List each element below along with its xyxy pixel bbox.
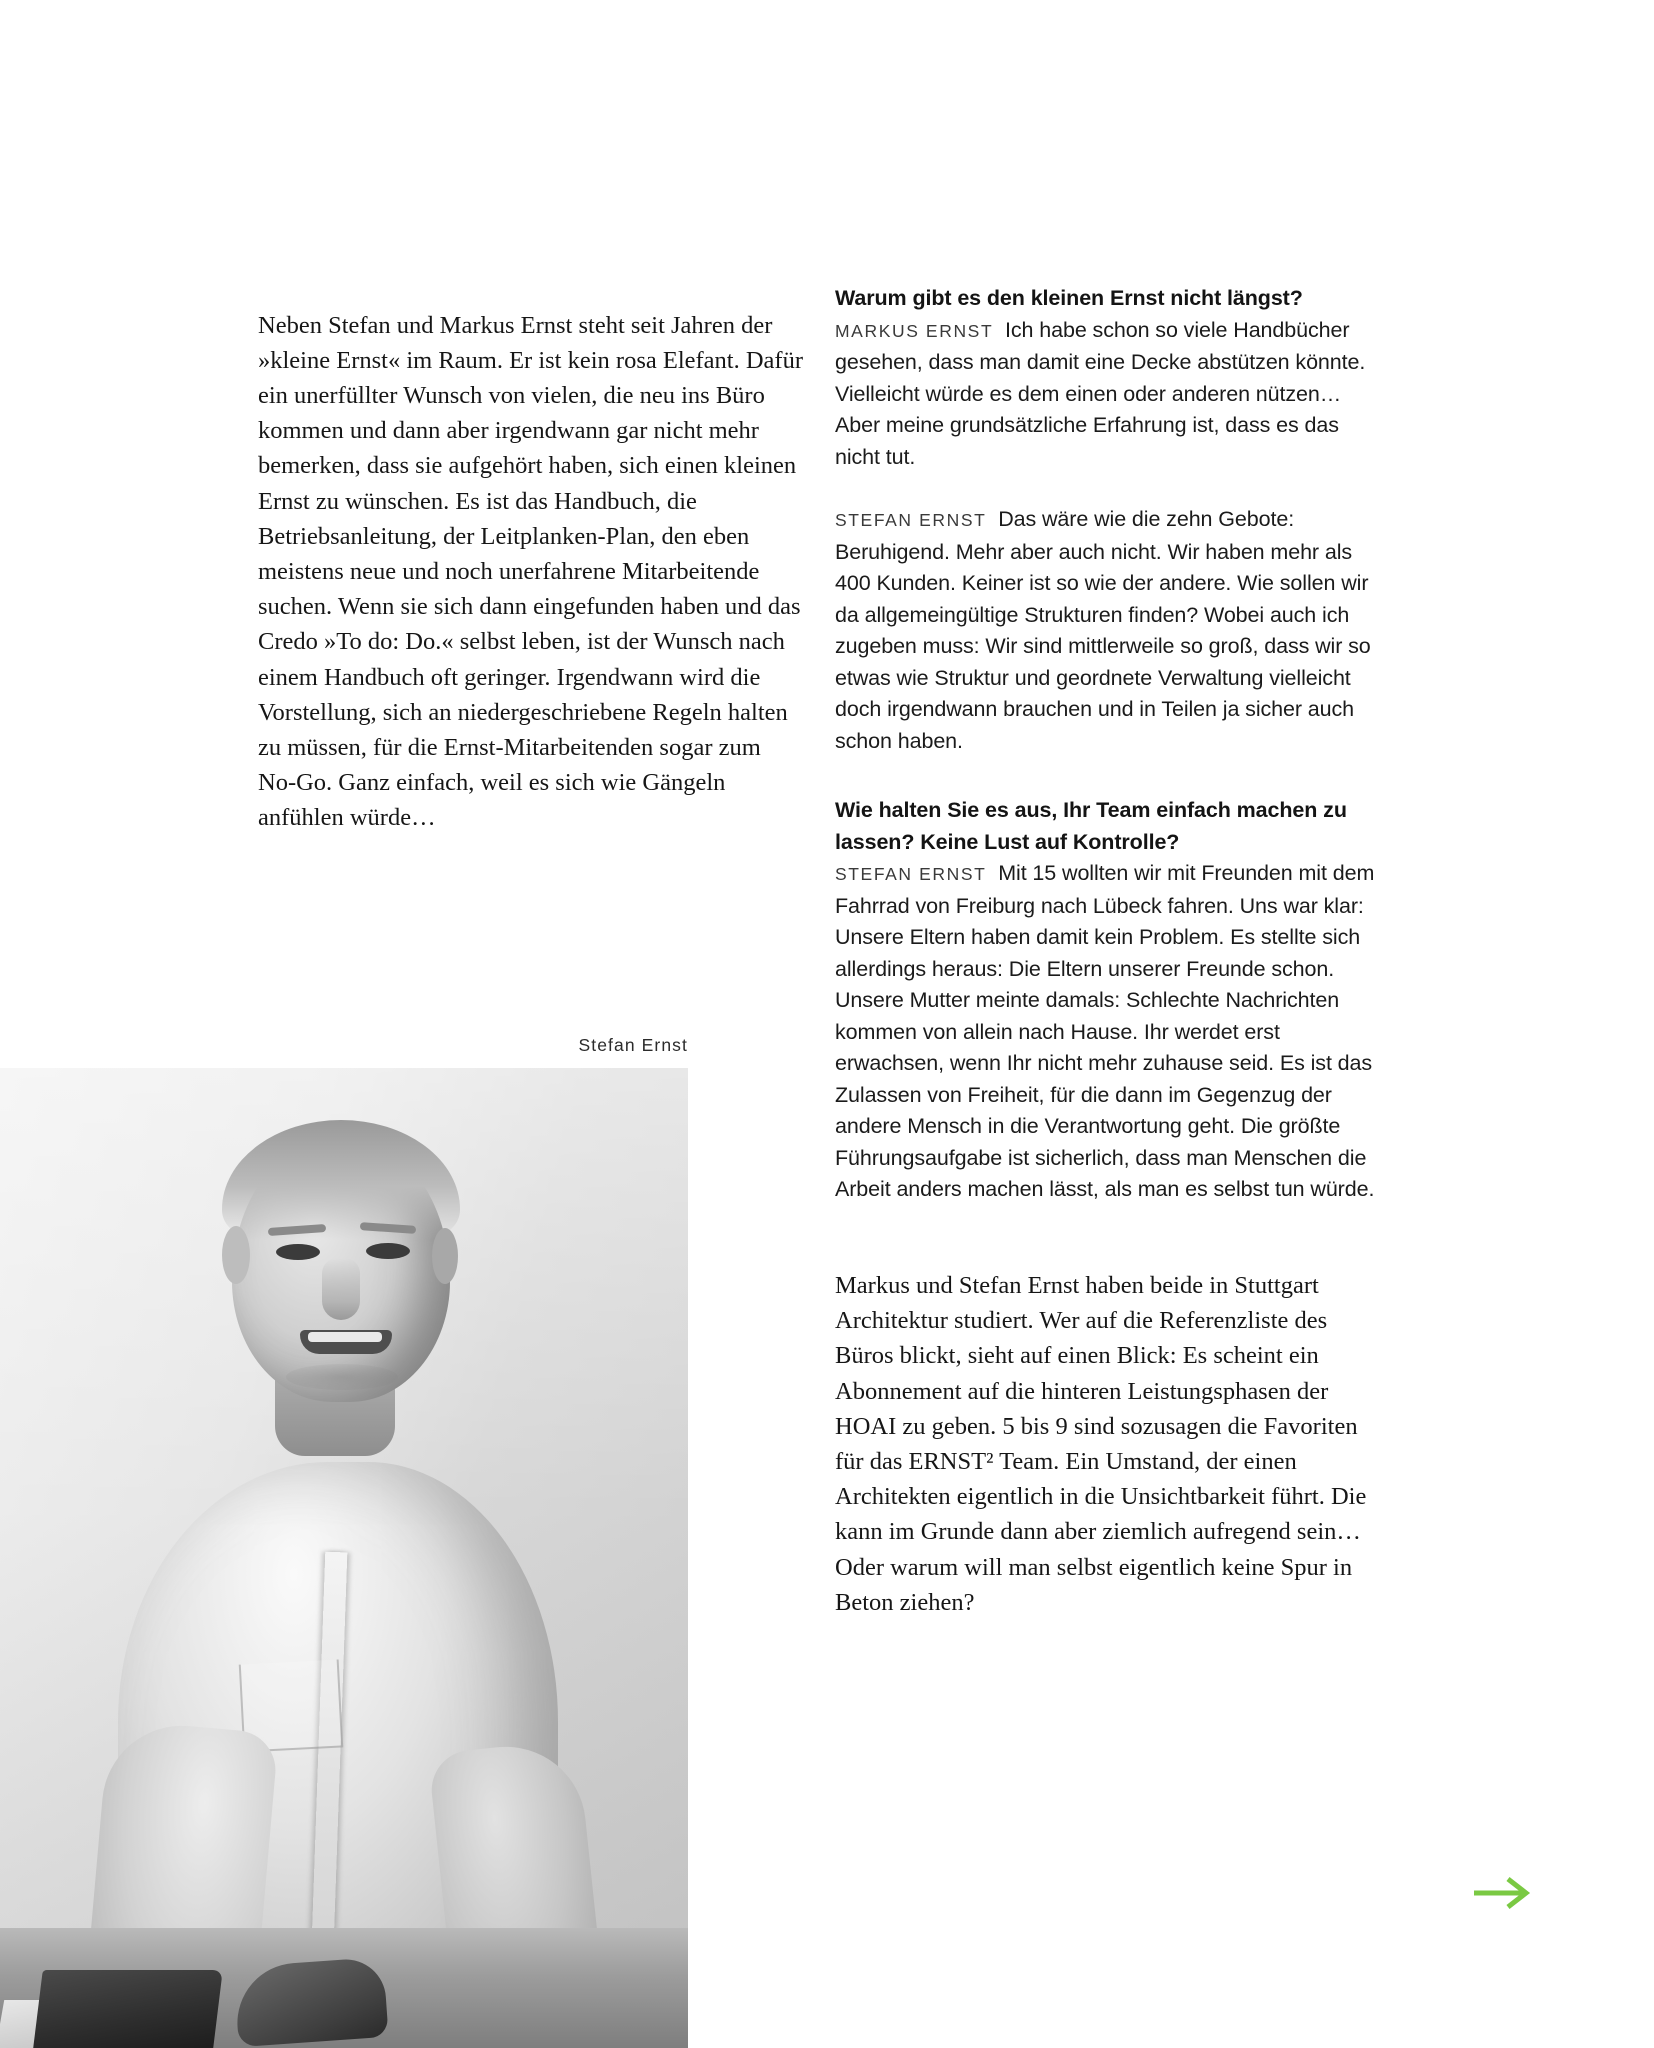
answer-text-1a: Ich habe schon so viele Handbücher gesehen, dass man damit eine Decke abstützen könnte. Vielleicht würde es dem einen oder anderen nützen… Aber meine grundsätzliche Erfahrung ist, dass es das nicht tut.: [835, 317, 1366, 469]
portrait-image: [0, 1068, 688, 2048]
interview-answer-1a: [835, 315, 1380, 474]
subject-ear-right: [432, 1228, 458, 1284]
answer-text-1b: Das wäre wie die zehn Gebote: Beruhigend. Mehr aber auch nicht. Wir haben mehr als 400 Kunden. Keiner ist so wie der andere. Wie sollen wir da allgemeingültige Strukturen finden? Wobei auch ich zugeben muss: Wir sind mittlerweile so groß, dass wir so etwas wie Struktur und geordnete Verwaltung vielleicht doch irgendwann brauchen und in Teilen ja sicher auch schon haben.: [835, 507, 1371, 753]
subject-chin-shadow: [286, 1364, 398, 1390]
portrait-photo: [0, 1068, 688, 2048]
speaker-label-stefan-ernst-1: STEFAN ERNST: [835, 510, 987, 530]
speaker-label-markus-ernst: MARKUS ERNST: [835, 320, 994, 341]
interview-answer-1b: [835, 504, 1380, 757]
subject-teeth: [308, 1332, 382, 1342]
section-gap: [835, 757, 1380, 795]
section-gap-2: [835, 1206, 1380, 1244]
interview-question-1: Warum gibt es den kleinen Ernst nicht längst?: [835, 286, 1303, 310]
speaker-label-stefan-ernst-2: STEFAN ERNST: [835, 864, 987, 884]
subject-eye-left: [276, 1244, 320, 1260]
subject-eye-right: [366, 1243, 410, 1259]
answer-text-2a: Mit 15 wollten wir mit Freunden mit dem Fahrrad von Freiburg nach Lübeck fahren. Uns war klar: Unsere Eltern haben damit kein Problem. Es stellte sich allerdings heraus: Die Eltern unserer Freunde schon. Unsere Mutter meinte damals: Schlechte Nachrichten kommen von allein nach Hause. Ihr werdet erst erwachsen, wenn Ihr nicht mehr zuhause seid. Es ist das Zulassen von Freiheit, für die dann im Gegenzug der andere Mensch in die Verantwortung geht. Die größte Führungsaufgabe ist sicherlich, dass man Menschen die Arbeit anders machen lässt, als man es selbst tun würde.: [835, 861, 1375, 1201]
left-column: [258, 283, 803, 860]
desk-laptop: [33, 1970, 223, 2048]
right-column: [835, 283, 1380, 1645]
shirt-placket: [311, 1552, 348, 1973]
closing-paragraph: Markus und Stefan Ernst haben beide in Stuttgart Architektur studiert. Wer auf die Referenzliste des Büros blickt, sieht auf einen Blick: Es scheint ein Abonnement auf die hinteren Leistungsphasen der HOAI zu geben. 5 bis 9 sind sozusagen die Favoriten für das ERNST² Team. Ein Umstand, der einen Architekten eigentlich in die Unsichtbarkeit führt. Die kann im Grunde dann aber ziemlich aufregend sein… Oder warum will man selbst eigentlich keine Spur in Beton ziehen?: [835, 1272, 1367, 1616]
subject-ear-left: [222, 1226, 250, 1284]
photo-caption: Stefan Ernst: [578, 1035, 688, 1055]
paragraph-gap: [835, 473, 1380, 504]
interview-answer-2a: [835, 858, 1380, 1206]
interview-question-2: Wie halten Sie es aus, Ihr Team einfach machen zu lassen? Keine Lust auf Kontrolle?: [835, 798, 1347, 854]
subject-nose: [322, 1258, 360, 1320]
next-page-arrow-icon[interactable]: [1472, 1873, 1534, 1913]
intro-paragraph: Neben Stefan und Markus Ernst steht seit Jahren der »kleine Ernst« im Raum. Er ist kein rosa Elefant. Dafür ein unerfüllter Wunsch von vielen, die neu ins Büro kommen und dann aber irgendwann gar nicht mehr bemerken, dass sie aufgehört haben, sich einen kleinen Ernst zu wünschen. Es ist das Handbuch, die Betriebsanleitung, der Leitplanken-Plan, den eben meistens neue und noch unerfahrene Mitarbeitende suchen. Wenn sie sich dann eingefunden haben und das Credo »To do: Do.« selbst leben, ist der Wunsch nach einem Handbuch oft geringer. Irgendwann wird die Vorstellung, sich an niedergeschriebene Regeln halten zu müssen, für die Ernst-Mitarbeitenden sogar zum No-Go. Ganz einfach, weil es sich wie Gängeln anfühlen würde…: [258, 311, 803, 832]
